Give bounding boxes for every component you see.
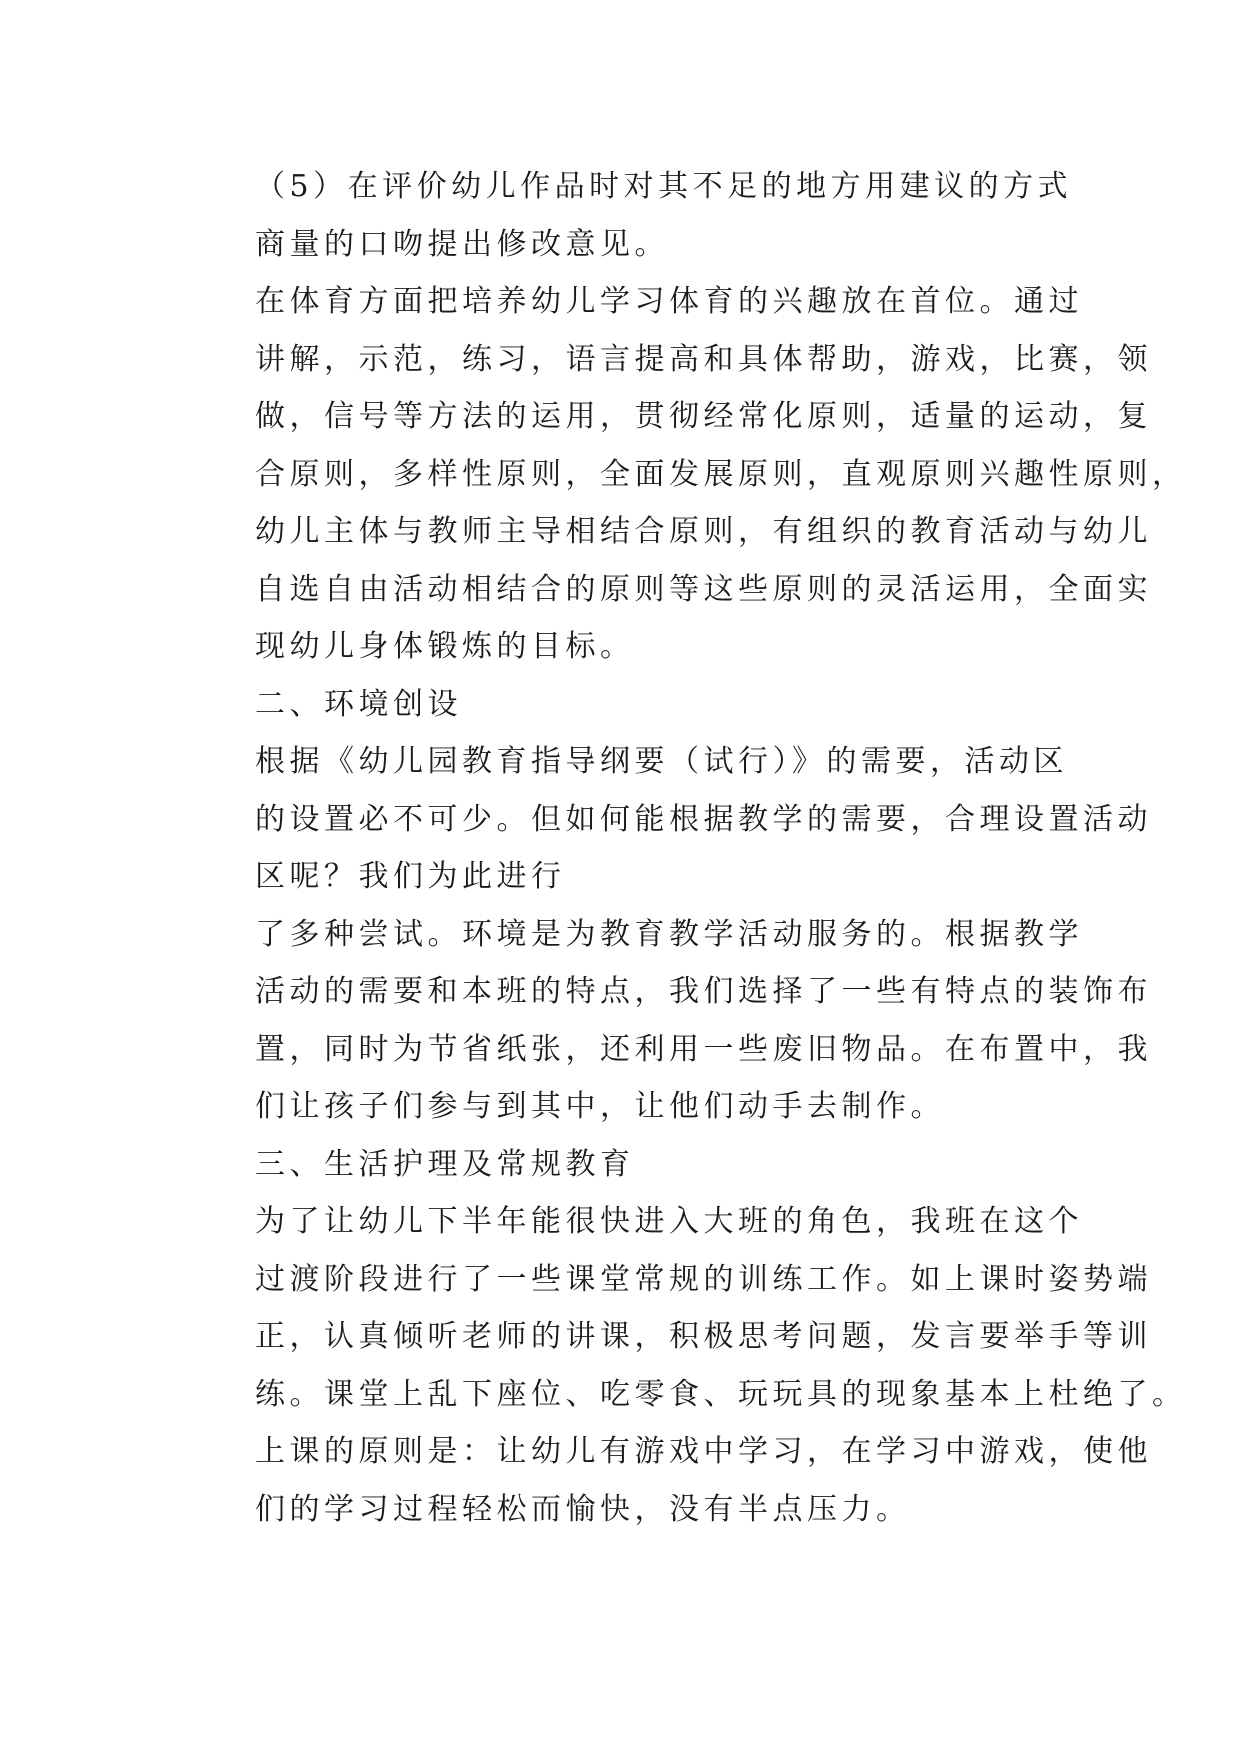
text-line: 们让孩子们参与到其中，让他们动手去制作。 bbox=[255, 1089, 945, 1124]
text-line: 商量的口吻提出修改意见。 bbox=[255, 226, 669, 262]
document-body bbox=[193, 158, 1187, 1538]
text-line: 上课的原则是：让幼儿有游戏中学习，在学习中游戏，使他 bbox=[255, 1434, 1152, 1469]
paragraph-activity-area bbox=[193, 733, 1152, 906]
paragraph-environment-decoration bbox=[193, 906, 1152, 1136]
heading-text: 三、生活护理及常规教育 bbox=[255, 1146, 635, 1182]
text-line: 练。课堂上乱下座位、吃零食、玩玩具的现象基本上杜绝了。 bbox=[255, 1376, 1187, 1412]
text-line: 幼儿主体与教师主导相结合原则，有组织的教育活动与幼儿 bbox=[255, 514, 1152, 549]
text-line: 区呢？我们为此进行 bbox=[255, 859, 566, 894]
text-line: 现幼儿身体锻炼的目标。 bbox=[255, 629, 635, 664]
text-line: 们的学习过程轻松而愉快，没有半点压力。 bbox=[255, 1491, 911, 1527]
text-line: 了多种尝试。环境是为教育教学活动服务的。根据教学 bbox=[255, 916, 1083, 952]
heading-text: 二、环境创设 bbox=[255, 686, 462, 722]
text-line: 合原则，多样性原则，全面发展原则，直观原则兴趣性原则， bbox=[255, 456, 1187, 492]
text-line: 讲解，示范，练习，语言提高和具体帮助，游戏，比赛，领 bbox=[255, 341, 1152, 377]
section-heading-daily-care bbox=[193, 1136, 1053, 1194]
section-heading-environment bbox=[193, 676, 1053, 734]
text-line: 自选自由活动相结合的原则等这些原则的灵活运用，全面实 bbox=[255, 571, 1152, 607]
text-line: （5）在评价幼儿作品时对其不足的地方用建议的方式 bbox=[255, 169, 1073, 204]
text-line: 正，认真倾听老师的讲课，积极思考问题，发言要举手等训 bbox=[255, 1319, 1152, 1354]
text-line: 为了让幼儿下半年能很快进入大班的角色，我班在这个 bbox=[255, 1204, 1083, 1239]
text-line: 根据《幼儿园教育指导纲要（试行）》的需要，活动区 bbox=[255, 744, 1068, 779]
text-line: 做，信号等方法的运用，贯彻经常化原则，适量的运动，复 bbox=[255, 399, 1152, 434]
paragraph-evaluation bbox=[193, 158, 1073, 273]
text-line: 的设置必不可少。但如何能根据教学的需要，合理设置活动 bbox=[255, 801, 1152, 837]
text-line: 置，同时为节省纸张，还利用一些废旧物品。在布置中，我 bbox=[255, 1031, 1152, 1067]
text-line: 过渡阶段进行了一些课堂常规的训练工作。如上课时姿势端 bbox=[255, 1261, 1152, 1297]
text-line: 在体育方面把培养幼儿学习体育的兴趣放在首位。通过 bbox=[255, 284, 1083, 319]
paragraph-classroom-routine bbox=[193, 1193, 1187, 1538]
paragraph-physical-education bbox=[193, 273, 1187, 676]
text-line: 活动的需要和本班的特点，我们选择了一些有特点的装饰布 bbox=[255, 974, 1152, 1009]
